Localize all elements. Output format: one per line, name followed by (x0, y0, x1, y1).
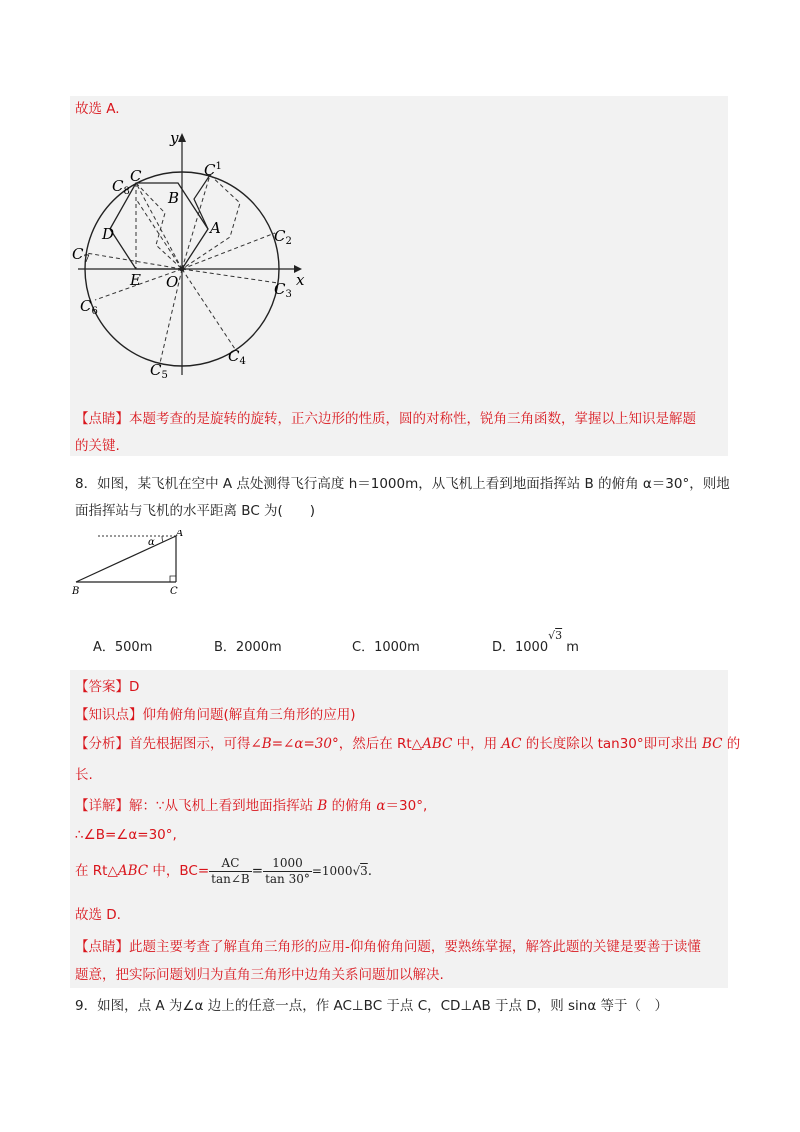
comment-tag: 【点睛】 (75, 411, 129, 427)
q8-stem-line2: 面指挥站与飞机的水平距离 BC 为( ) (75, 503, 316, 519)
label-C7: $C_7$ (72, 245, 90, 265)
q7-rotation-figure (70, 125, 320, 385)
label-C5: $C_5$ (150, 361, 168, 381)
q8-knowledge-line: 【知识点】仰角俯角问题(解直角三角形的应用) (75, 707, 356, 723)
label-C: C (170, 586, 178, 597)
label-C8: $C_8$ (112, 177, 130, 197)
label-A: A (176, 530, 184, 539)
q8-analysis-line1: 【分析】首先根据图示，可得∠B=∠α=30°，然后在 Rt△ABC 中，用 AC 的长度除以 tan30°即可求出 BC 的 (75, 736, 741, 752)
label-C6: $C_6$ (80, 297, 98, 317)
q8-answer-line: 【答案】D (75, 679, 140, 695)
option-b: B．2000m (214, 640, 282, 655)
label-alpha: α (148, 537, 155, 548)
label-E: E (130, 271, 141, 289)
origin-dot (180, 267, 185, 272)
q8-stem-line1: 8．如图，某飞机在空中 A 点处测得飞行高度 h＝1000m，从飞机上看到地面指挥站 B 的俯角 α＝30°，则地 (75, 476, 730, 492)
option-d: D．$1000^{√3}$ m (492, 629, 579, 655)
answer-tag: 【答案】 (75, 679, 129, 695)
option-c: C．1000m (352, 640, 420, 655)
y-axis-arrow (178, 133, 186, 142)
fraction-ac-over-tanb: $\frac{AC}{\tan\angle B}$ (211, 855, 250, 886)
q8-detail-line2: ∴∠B=∠α=30°, (75, 827, 177, 843)
label-C3: $C_3$ (274, 280, 292, 300)
q8-detail-line3: 在 Rt△ABC 中，BC= $\frac{AC}{\tan\angle B}$ = $\frac{1000}{\tan 30^\circ}$ =1000√3. (75, 855, 373, 886)
label-x: x (296, 271, 305, 289)
q7-comment-line1: 【点睛】本题考查的是旋转的旋转，正六边形的性质，圆的对称性，锐角三角函数，掌握以上知识是解题 (75, 411, 696, 427)
label-A: A (210, 219, 221, 237)
q8-choose-line: 故选 D. (75, 907, 121, 923)
label-C2: $C_2$ (274, 227, 292, 247)
label-y: y (170, 129, 179, 147)
q8-detail-line1: 【详解】解：∵从飞机上看到地面指挥站 B 的俯角 α＝30°, (75, 798, 428, 814)
fraction-1000-over-tan30: $\frac{1000}{\tan 30^\circ}$ (265, 855, 310, 886)
label-O: O (166, 273, 179, 291)
label-B: B (168, 189, 180, 207)
label-D: D (102, 225, 115, 243)
label-C: C (130, 167, 142, 185)
q8-comment-line2: 题意，把实际问题划归为直角三角形中边角关系问题加以解决. (75, 967, 444, 983)
q8-analysis-line2: 长. (75, 767, 93, 783)
q8-comment-line1: 【点睛】此题主要考查了解直角三角形的应用-仰角俯角问题，要熟练掌握，解答此题的关键是要善于读懂 (75, 939, 701, 955)
q7-answer-line: 故选 A. (75, 101, 120, 117)
q7-comment-line2: 的关键. (75, 438, 120, 454)
q8-figure (70, 530, 190, 598)
side-ab (76, 536, 176, 582)
option-a: A．500m (93, 640, 153, 655)
label-C1: $C^1$ (204, 161, 222, 179)
q9-stem: 9．如图，点 A 为∠α 边上的任意一点，作 AC⊥BC 于点 C，CD⊥AB 于点 D，则 sinα 等于（ ） (75, 998, 669, 1014)
label-B: B (72, 586, 80, 597)
label-C4: $C_4$ (228, 347, 246, 367)
